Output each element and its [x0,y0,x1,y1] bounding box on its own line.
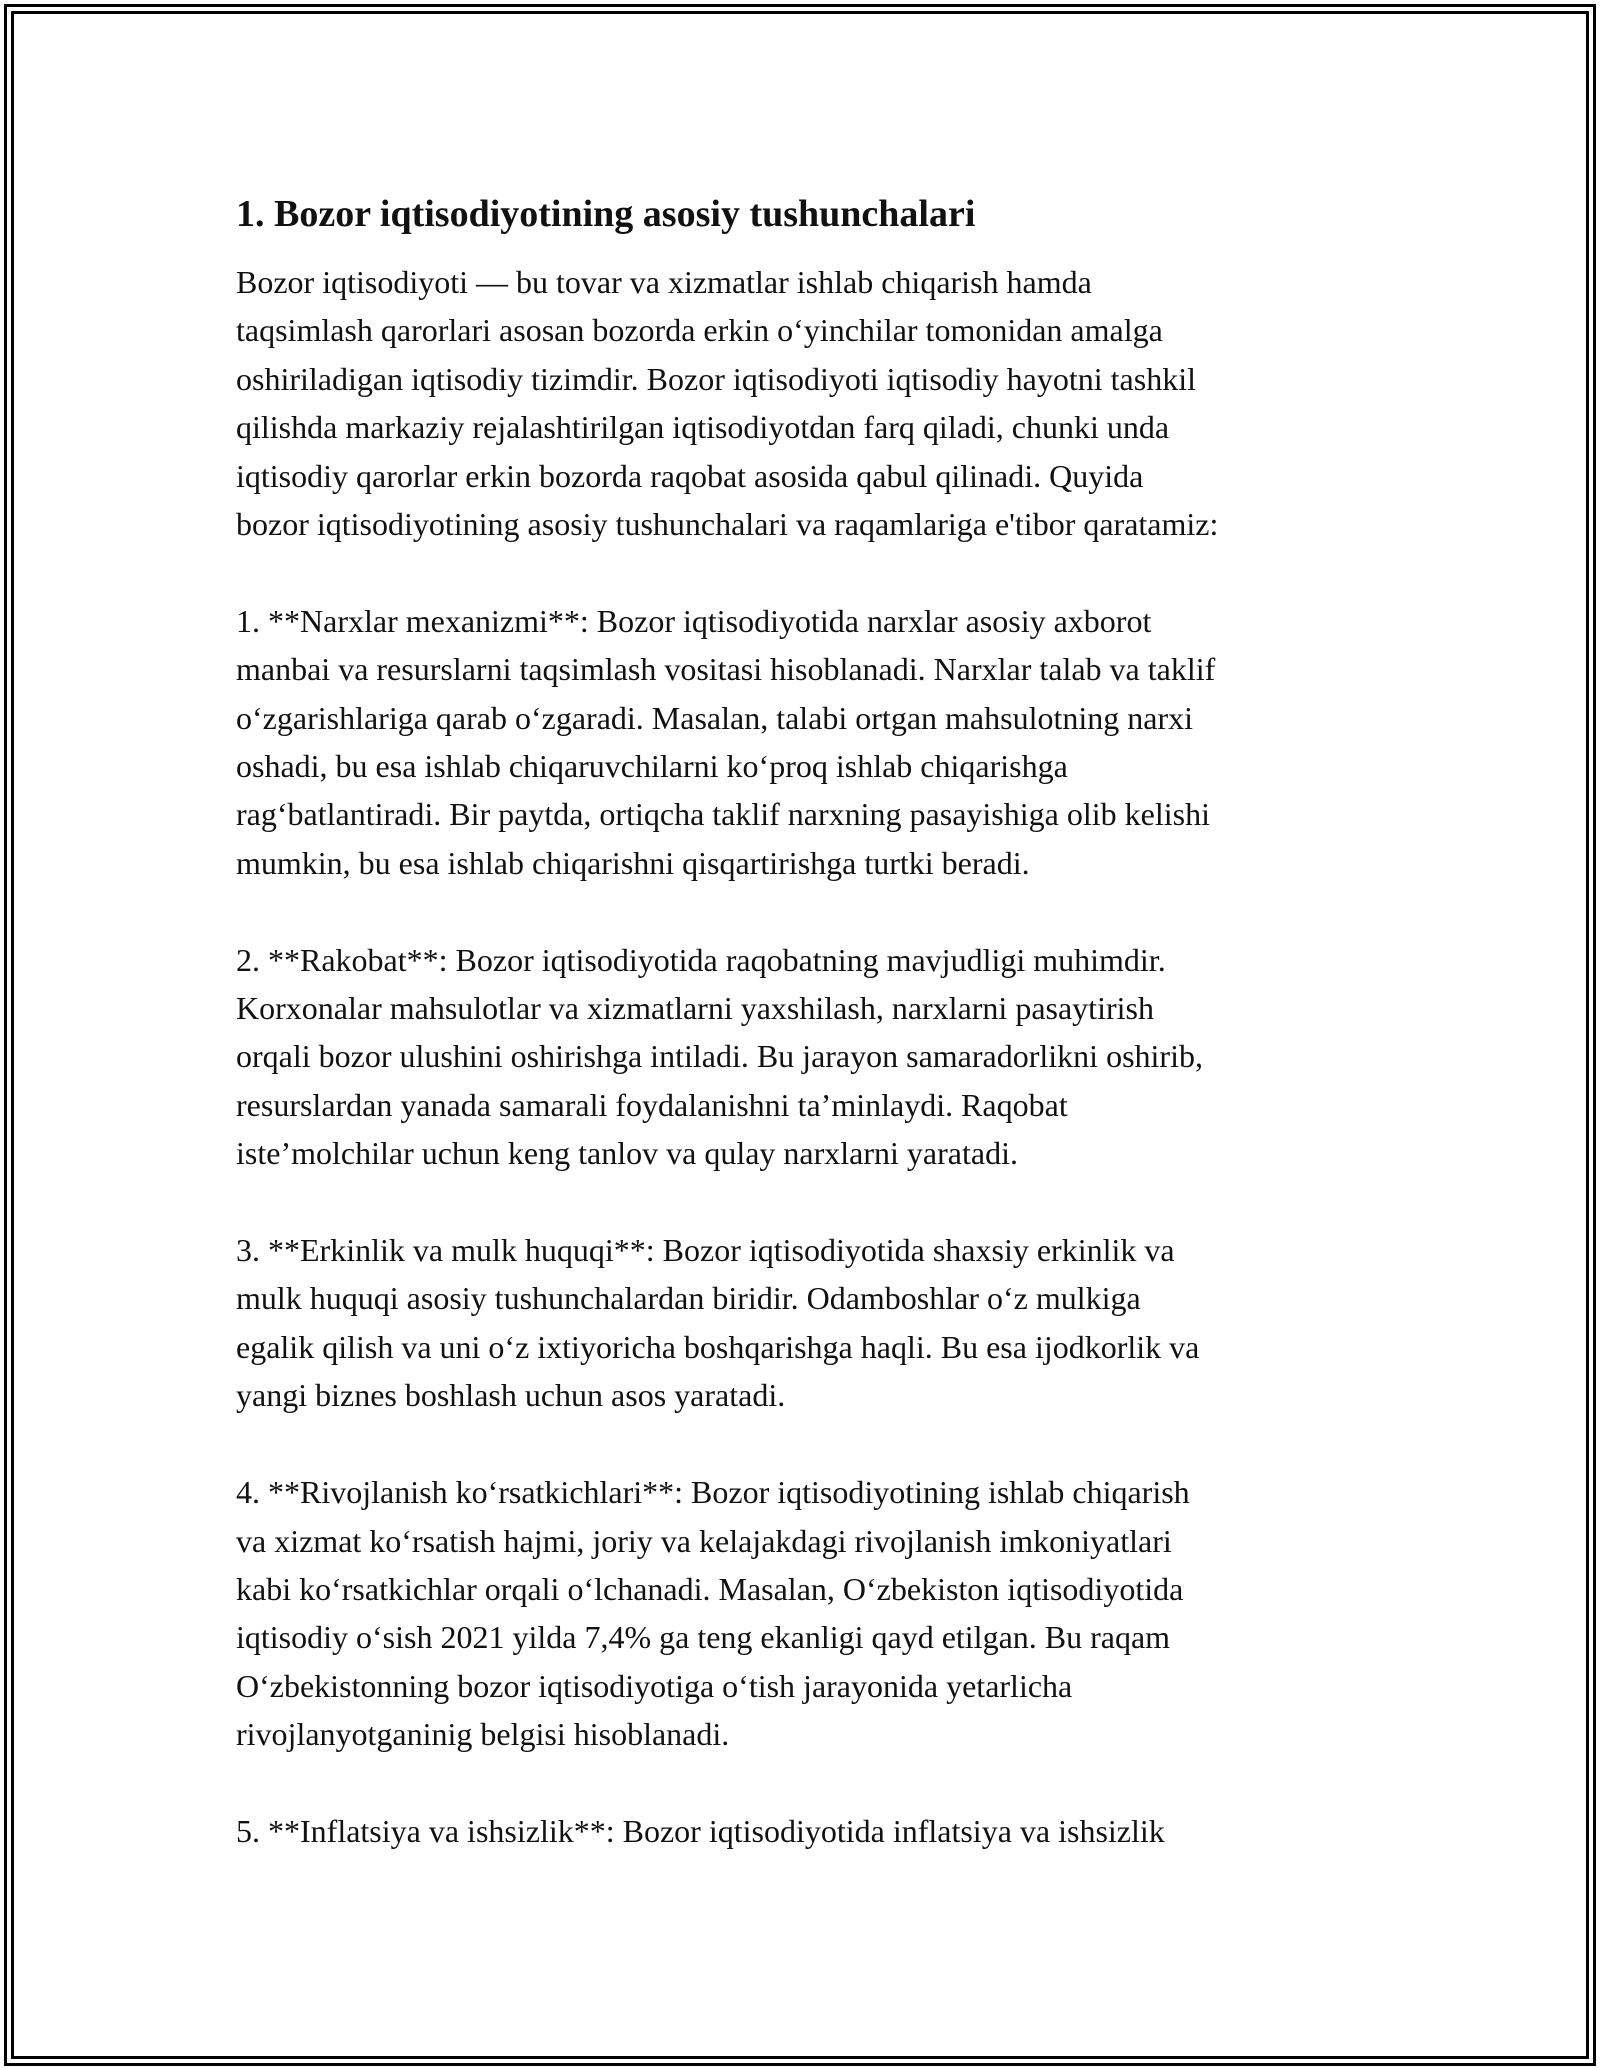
text-line: qilishda markaziy rejalashtirilgan iqtisodiyotdan farq qiladi, chunki unda [236,409,1170,446]
text-line: Oʻzbekistonning bozor iqtisodiyotiga oʻtish jarayonida yetarlicha [236,1667,1073,1704]
text-line: mumkin, bu esa ishlab chiqarishni qisqartirishga turtki beradi. [236,844,1030,881]
list-item-paragraph [236,936,1416,1178]
text-line: va xizmat koʻrsatish hajmi, joriy va kelajakdagi rivojlanish imkoniyatlari [236,1522,1172,1559]
text-line: taqsimlash qarorlari asosan bozorda erkin oʻyinchilar tomonidan amalga [236,312,1163,349]
text-line: 5. **Inflatsiya va ishsizlik**: Bozor iqtisodiyotida inflatsiya va ishsizlik [236,1812,1165,1849]
text-line: 3. **Erkinlik va mulk huquqi**: Bozor iqtisodiyotida shaxsiy erkinlik va [236,1232,1175,1269]
text-line: Korxonalar mahsulotlar va xizmatlarni yaxshilash, narxlarni pasaytirish [236,990,1154,1027]
list-item-paragraph [236,1468,1416,1758]
text-line: kabi koʻrsatkichlar orqali oʻlchanadi. Masalan, Oʻzbekiston iqtisodiyotida [236,1570,1184,1607]
text-line: resurslardan yanada samarali foydalanishni ta’minlaydi. Raqobat [236,1086,1068,1123]
text-line: iqtisodiy oʻsish 2021 yilda 7,4% ga teng ekanligi qayd etilgan. Bu raqam [236,1619,1171,1656]
text-line: oshiriladigan iqtisodiy tizimdir. Bozor iqtisodiyoti iqtisodiy hayotni tashkil [236,360,1196,397]
text-line: bozor iqtisodiyotining asosiy tushunchalari va raqamlariga e'tibor qaratamiz: [236,506,1219,543]
list-item-paragraph [236,597,1416,887]
text-line: mulk huquqi asosiy tushunchalardan biridir. Odamboshlar oʻz mulkiga [236,1280,1141,1317]
text-line: Bozor iqtisodiyoti — bu tovar va xizmatlar ishlab chiqarish hamda [236,264,1092,300]
text-line: egalik qilish va uni oʻz ixtiyoricha boshqarishga haqli. Bu esa ijodkorlik va [236,1328,1200,1365]
document-body [236,186,1416,1855]
text-line: iqtisodiy qarorlar erkin bozorda raqobat asosida qabul qilinadi. Quyida [236,457,1144,494]
list-item-paragraph [236,1807,1416,1855]
text-line: oʻzgarishlariga qarab oʻzgaradi. Masalan, talabi ortgan mahsulotning narxi [236,699,1193,736]
text-line: oshadi, bu esa ishlab chiqaruvchilarni koʻproq ishlab chiqarishga [236,748,1068,785]
text-line: rivojlanyotganinig belgisi hisoblanadi. [236,1716,730,1753]
text-line: orqali bozor ulushini oshirishga intiladi. Bu jarayon samaradorlikni oshirib, [236,1038,1203,1075]
list-item-paragraph [236,1226,1416,1420]
text-line: 1. **Narxlar mexanizmi**: Bozor iqtisodiyotida narxlar asosiy axborot [236,602,1152,639]
intro-paragraph [236,258,1416,548]
section-heading: 1. Bozor iqtisodiyotining asosiy tushunchalari [236,193,976,235]
text-line: ragʻbatlantiradi. Bir paytda, ortiqcha taklif narxning pasayishiga olib kelishi [236,796,1210,833]
text-line: manbai va resurslarni taqsimlash vositasi hisoblanadi. Narxlar talab va taklif [236,651,1216,688]
text-line: 4. **Rivojlanish koʻrsatkichlari**: Bozor iqtisodiyotining ishlab chiqarish [236,1474,1190,1511]
text-line: iste’molchilar uchun keng tanlov va qulay narxlarni yaratadi. [236,1135,1018,1172]
text-line: yangi biznes boshlash uchun asos yaratadi. [236,1377,786,1414]
text-line: 2. **Rakobat**: Bozor iqtisodiyotida raqobatning mavjudligi muhimdir. [236,941,1166,978]
